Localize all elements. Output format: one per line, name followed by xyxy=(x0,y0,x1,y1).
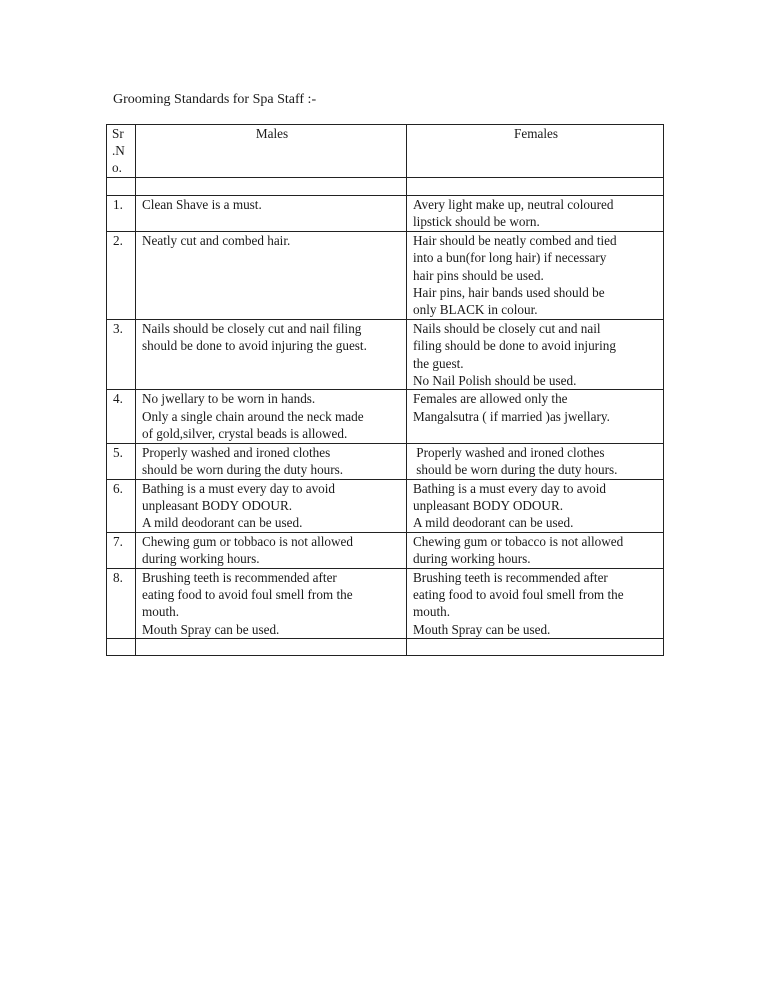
males-standard-cell xyxy=(136,231,407,319)
empty-cell xyxy=(136,178,407,196)
males-header: Males xyxy=(136,125,407,178)
row-number: 6. xyxy=(107,479,136,532)
header-row xyxy=(107,125,664,178)
females-standard-cell xyxy=(407,231,664,319)
males-standard-line: Clean Shave is a must. xyxy=(142,197,262,212)
females-header: Females xyxy=(407,125,664,178)
females-standard-line: Nails should be closely cut and nail xyxy=(413,320,601,336)
row-number: 8. xyxy=(107,568,136,639)
spacer-row xyxy=(107,639,664,656)
females-standard-line: Properly washed and ironed clothes xyxy=(413,444,605,460)
females-standard-line: No Nail Polish should be used. xyxy=(413,373,577,389)
males-standard-line: Only a single chain around the neck made xyxy=(142,408,364,424)
males-standard-cell xyxy=(136,443,407,479)
males-standard-line: mouth. xyxy=(142,604,179,620)
males-standard-cell xyxy=(136,568,407,639)
females-standard-line: Hair pins, hair bands used should be xyxy=(413,285,605,301)
females-standard-line: Females are allowed only the xyxy=(413,391,568,407)
females-standard-line: should be worn during the duty hours. xyxy=(413,462,618,478)
table-row xyxy=(107,390,664,443)
sr-no-header-line: Sr xyxy=(112,126,124,141)
grooming-standards-table xyxy=(106,124,664,656)
females-standard-line: lipstick should be worn. xyxy=(413,214,540,230)
females-standard-line: mouth. xyxy=(413,604,450,620)
females-standard-line: Mouth Spray can be used. xyxy=(413,621,551,637)
females-standard-line: Hair should be neatly combed and tied xyxy=(413,232,617,248)
males-standard-line: during working hours. xyxy=(142,551,260,567)
empty-cell xyxy=(407,178,664,196)
males-standard-cell xyxy=(136,319,407,390)
males-standard-line: Neatly cut and combed hair. xyxy=(142,232,291,248)
empty-cell xyxy=(107,639,136,656)
document-title: Grooming Standards for Spa Staff :- xyxy=(113,92,317,107)
females-standard-line: hair pins should be used. xyxy=(413,267,544,283)
spacer-row xyxy=(107,178,664,196)
table-row xyxy=(107,568,664,639)
females-standard-cell xyxy=(407,196,664,232)
row-number: 5. xyxy=(107,443,136,479)
females-standard-cell xyxy=(407,568,664,639)
females-standard-line: into a bun(for long hair) if necessary xyxy=(413,250,607,266)
row-number: 3. xyxy=(107,319,136,390)
males-standard-line: Mouth Spray can be used. xyxy=(142,621,280,637)
row-number: 1. xyxy=(107,196,136,232)
females-standard-cell xyxy=(407,443,664,479)
males-standard-line: A mild deodorant can be used. xyxy=(142,515,303,531)
females-standard-line: Mangalsutra ( if married )as jwellary. xyxy=(413,408,610,424)
males-standard-line: of gold,silver, crystal beads is allowed. xyxy=(142,426,348,442)
females-standard-line: A mild deodorant can be used. xyxy=(413,515,574,531)
males-standard-line: Chewing gum or tobbaco is not allowed xyxy=(142,533,353,549)
table-row xyxy=(107,231,664,319)
females-standard-line: eating food to avoid foul smell from the xyxy=(413,586,624,602)
males-standard-cell xyxy=(136,532,407,568)
table-row xyxy=(107,196,664,232)
males-standard-line: should be done to avoid injuring the guest. xyxy=(142,338,367,354)
empty-cell xyxy=(407,639,664,656)
males-standard-line: Bathing is a must every day to avoid xyxy=(142,480,336,496)
row-number: 4. xyxy=(107,390,136,443)
sr-no-header xyxy=(107,125,136,178)
females-standard-line: the guest. xyxy=(413,355,464,371)
females-standard-cell xyxy=(407,390,664,443)
row-number: 7. xyxy=(107,532,136,568)
females-standard-cell xyxy=(407,479,664,532)
males-standard-line: Properly washed and ironed clothes xyxy=(142,444,331,460)
males-standard-line: should be worn during the duty hours. xyxy=(142,462,344,478)
males-standard-cell xyxy=(136,479,407,532)
females-standard-line: Chewing gum or tobacco is not allowed xyxy=(413,533,624,549)
males-standard-cell xyxy=(136,196,407,232)
table-row xyxy=(107,319,664,390)
females-standard-line: only BLACK in colour. xyxy=(413,302,538,318)
males-standard-line: eating food to avoid foul smell from the xyxy=(142,586,353,602)
females-standard-line: Avery light make up, neutral coloured xyxy=(413,197,614,212)
sr-no-header-line: o. xyxy=(112,160,122,175)
males-standard-line: No jwellary to be worn in hands. xyxy=(142,391,316,407)
females-standard-cell xyxy=(407,532,664,568)
males-standard-cell xyxy=(136,390,407,443)
males-standard-line: Nails should be closely cut and nail filing xyxy=(142,320,362,336)
table-row xyxy=(107,443,664,479)
females-standard-line: during working hours. xyxy=(413,551,531,567)
sr-no-header-line: .N xyxy=(112,143,125,158)
empty-cell xyxy=(107,178,136,196)
empty-cell xyxy=(136,639,407,656)
females-standard-cell xyxy=(407,319,664,390)
females-standard-line: unpleasant BODY ODOUR. xyxy=(413,497,564,513)
row-number: 2. xyxy=(107,231,136,319)
males-standard-line: unpleasant BODY ODOUR. xyxy=(142,497,293,513)
table-row xyxy=(107,479,664,532)
table-row xyxy=(107,532,664,568)
females-standard-line: filing should be done to avoid injuring xyxy=(413,338,616,354)
males-standard-line: Brushing teeth is recommended after xyxy=(142,569,337,585)
females-standard-line: Bathing is a must every day to avoid xyxy=(413,480,607,496)
females-standard-line: Brushing teeth is recommended after xyxy=(413,569,608,585)
